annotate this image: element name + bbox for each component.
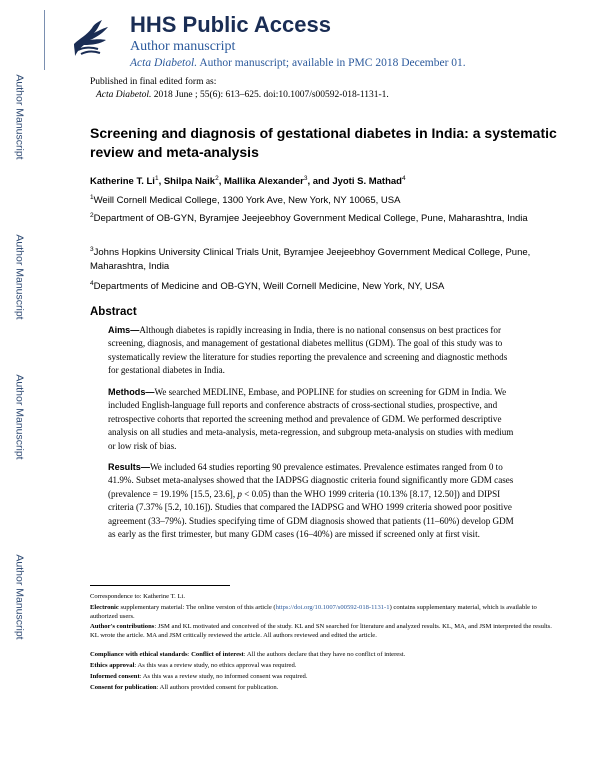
citation-line [96,90,389,100]
aims-text: Although diabetes is rapidly increasing in India, there is no national consensus on best practices for screening, diagnosis, and management of gestational diabetes mellitus (GDM). The goal of this study was to systematically review the literature for studies reporting the prevalence and screening and diagnostic methods for gestational diabetes in India. [108,325,508,376]
author-list [90,175,560,187]
article-title: Screening and diagnosis of gestational diabetes in India: a systematic review and meta-analysis [90,125,557,160]
ethics-separator: : [187,651,190,658]
affiliation [90,209,560,226]
informed-consent-note [90,672,562,681]
affiliation-text: Departments of Medicine and OB-GYN, Weill Cornell Medicine, New York, NY, USA [93,281,445,293]
footnote-divider [90,585,230,586]
consent-label: Informed consent [90,673,140,680]
author-separator: , [158,176,164,188]
affiliation-text: Johns Hopkins University Clinical Trials Unit, Byramjee Jeejeebhoy Government Medical College, Pune, Maharashtra, India [90,247,531,273]
contributions-text: : JSM and KL motivated and conceived of the study. KL and SN searched for literature and analyzed results. KL, MA, and JSM interpreted the results. KL wrote the article. MA and JSM critically reviewed the article. All authors reviewed and edited the article. [90,623,552,639]
author-affiliation-marker: 2 [215,175,219,182]
author-affiliation-marker: 1 [154,175,159,182]
consent-text: : As this was a review study, no informed consent was required. [139,673,308,680]
hhs-eagle-logo-icon [68,14,114,60]
results-text: We included 64 studies reporting 90 prevalence estimates. Prevalence estimates ranged from 0 to 41.9%. Subset meta-analyses showed that the IADPSG diagnostic criteria found significantly more GDM cases (prevalence = 19.19% [15.5, 23.6], [108,462,514,499]
doi-link[interactable]: https://doi.org/10.1007/s00592-018-1131-1 [275,604,390,611]
sidebar-label: Author Manuscript [14,374,26,460]
electronic-text-end: ) contains supplementary material, which is available to authorized users. [90,604,537,620]
affiliation [90,243,560,274]
author-manuscript-subtitle: Author manuscript [130,39,236,54]
methods-label: Methods— [108,387,155,397]
abstract-methods [108,386,518,453]
results-text-continued: < 0.05) than the WHO 1999 criteria (10.13% [8.17, 12.50]) and DIPSI criteria (7.37% [5.2, 10.16]). Studies that compared the IADPSG and WHO 1999 criteria showed poor positive agreement (33–79%). Studies specifying time of GDM diagnosis showed that patients (11–60%) develop GDM as early as the first trimester, but many GDM cases (16–40%) are missed if screened only at first visit. [108,488,514,540]
affiliation-text: Department of OB-GYN, Byramjee Jeejeebhoy Government Medical College, Pune, Maharashtra, India [93,213,528,225]
affiliation [90,191,560,208]
correspondence-note: Correspondence to: Katherine T. Li. [90,593,185,600]
published-in-label: Published in final edited form as: [90,77,217,87]
abstract-heading: Abstract [90,306,137,318]
sidebar-label: Author Manuscript [14,74,26,160]
affiliation-number: 1 [90,194,94,201]
citation-journal: Acta Diabetol. [96,90,152,100]
p-value-symbol: p [237,488,242,499]
electronic-label: Electronic [90,604,119,611]
author-name: Katherine T. Li [90,176,155,188]
ethics-approval-note [90,661,562,670]
author-name: Jyoti S. Mathad [332,176,402,188]
contributions-note [90,622,562,640]
conflict-label: Conflict of interest [191,651,244,658]
author-manuscript-sidebar [0,0,40,776]
sidebar-label: Author Manuscript [14,554,26,640]
publication-consent-label: Consent for publication [90,684,157,691]
availability-line [130,57,466,69]
author-affiliation-marker: 4 [402,175,406,182]
results-label: Results— [108,462,150,472]
affiliation-text: Weill Cornell Medical College, 1300 York Ave, New York, NY 10065, USA [93,195,401,207]
supplementary-note [90,603,562,621]
affiliation-number: 3 [90,246,94,253]
author-separator: , and [307,176,333,188]
publication-consent-note [90,683,562,692]
affiliation [90,277,560,294]
availability-text: Author manuscript; available in PMC 2018 December 01. [199,57,466,69]
abstract-results [108,461,518,541]
contributions-label: Author's contributions [90,623,155,630]
author-separator: , [218,176,224,188]
approval-text: : As this was a review study, no ethics approval was required. [134,662,297,669]
ethics-note [90,650,562,659]
affiliation-number: 2 [90,212,94,219]
author-affiliation-marker: 3 [303,175,308,182]
publication-consent-text: : All authors provided consent for publication. [156,684,279,691]
conflict-text: : All the authors declare that they have no conflict of interest. [243,651,406,658]
author-name: Mallika Alexander [223,176,304,188]
approval-label: Ethics approval [90,662,135,669]
header-divider [44,10,45,70]
abstract-aims [108,324,518,378]
methods-text: We searched MEDLINE, Embase, and POPLINE for studies on screening for GDM in India. We included English-language full reports and conference abstracts of cross-sectional studies, prospective, and retrospective cohorts that reported the screening method and prevalence of GDM. We performed descriptive analysis on all studies and meta-analysis, meta-regression, and subgroup meta-analysis on studies with medium or low risk of bias. [108,387,514,451]
hhs-public-access-title: HHS Public Access [130,12,331,37]
citation-details: 2018 June ; 55(6): 613–625. doi:10.1007/s00592-018-1131-1. [153,90,389,100]
sidebar-label: Author Manuscript [14,234,26,320]
author-name: Shilpa Naik [163,176,216,188]
affiliation-number: 4 [90,280,94,287]
electronic-text: supplementary material: The online version of this article ( [118,604,276,611]
ethics-label: Compliance with ethical standards [90,651,188,658]
aims-label: Aims— [108,325,140,335]
journal-name: Acta Diabetol. [130,57,198,69]
